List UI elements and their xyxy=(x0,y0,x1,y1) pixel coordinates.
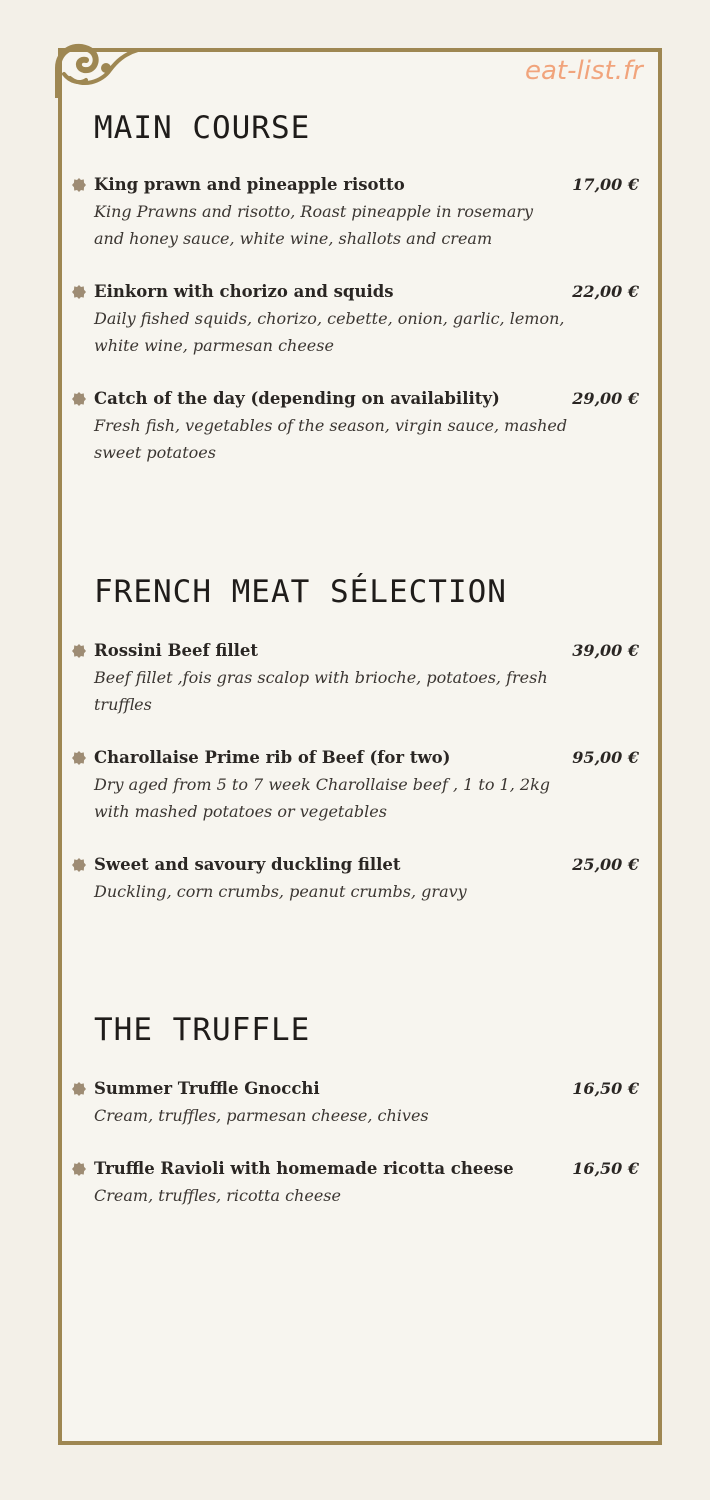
item-name: Truffle Ravioli with homemade ricotta cheese xyxy=(94,1159,514,1178)
menu-item xyxy=(94,1156,654,1209)
item-price: 39,00 € xyxy=(572,641,639,660)
item-price: 95,00 € xyxy=(572,748,639,767)
section-title: THE TRUFFLE xyxy=(94,1012,311,1048)
item-name: King prawn and pineapple risotto xyxy=(94,175,405,194)
section-french-meat-selection xyxy=(94,570,654,905)
menu-item xyxy=(94,1076,654,1129)
item-name: Summer Truffle Gnocchi xyxy=(94,1079,320,1098)
watermark: eat-list.fr xyxy=(525,56,643,86)
item-price: 17,00 € xyxy=(572,175,639,194)
item-price: 29,00 € xyxy=(572,389,639,408)
menu-item xyxy=(94,386,654,466)
item-description-line: Dry aged from 5 to 7 week Charollaise beef , 1 to 1, 2kg xyxy=(94,775,550,794)
item-name: Rossini Beef fillet xyxy=(94,641,259,660)
item-name: Einkorn with chorizo and squids xyxy=(94,282,394,301)
item-price: 16,50 € xyxy=(572,1159,639,1178)
item-description-line: Daily fished squids, chorizo, cebette, onion, garlic, lemon, xyxy=(94,309,565,328)
menu-item xyxy=(94,638,654,718)
item-description-line: Cream, truffles, ricotta cheese xyxy=(94,1186,341,1205)
corner-ornament-icon xyxy=(50,38,140,98)
menu-item xyxy=(94,172,654,252)
item-description-line: with mashed potatoes or vegetables xyxy=(94,802,387,821)
section-title: MAIN COURSE xyxy=(94,110,311,146)
item-description-line: King Prawns and risotto, Roast pineapple in rosemary xyxy=(94,202,534,221)
section-title: FRENCH MEAT SÉLECTION xyxy=(94,574,507,610)
item-name: Catch of the day (depending on availability) xyxy=(94,389,500,408)
item-description-line: and honey sauce, white wine, shallots and cream xyxy=(94,229,493,248)
item-description-line: Cream, truffles, parmesan cheese, chives xyxy=(94,1106,429,1125)
item-description-line: sweet potatoes xyxy=(94,443,216,462)
item-description-line: white wine, parmesan cheese xyxy=(94,336,334,355)
menu-item xyxy=(94,852,654,905)
item-description-line: Beef fillet ,fois gras scalop with brioche, potatoes, fresh xyxy=(94,668,548,687)
item-price: 25,00 € xyxy=(572,855,639,874)
item-price: 16,50 € xyxy=(572,1079,639,1098)
menu-item xyxy=(94,745,654,825)
item-name: Sweet and savoury duckling fillet xyxy=(94,855,401,874)
item-description-line: Duckling, corn crumbs, peanut crumbs, gravy xyxy=(94,882,467,901)
section-the-truffle xyxy=(94,1008,654,1209)
item-price: 22,00 € xyxy=(572,282,639,301)
item-description-line: truffles xyxy=(94,695,152,714)
section-main-course xyxy=(94,106,654,466)
item-description-line: Fresh fish, vegetables of the season, virgin sauce, mashed xyxy=(94,416,568,435)
menu-item xyxy=(94,279,654,359)
item-name: Charollaise Prime rib of Beef (for two) xyxy=(94,748,451,767)
